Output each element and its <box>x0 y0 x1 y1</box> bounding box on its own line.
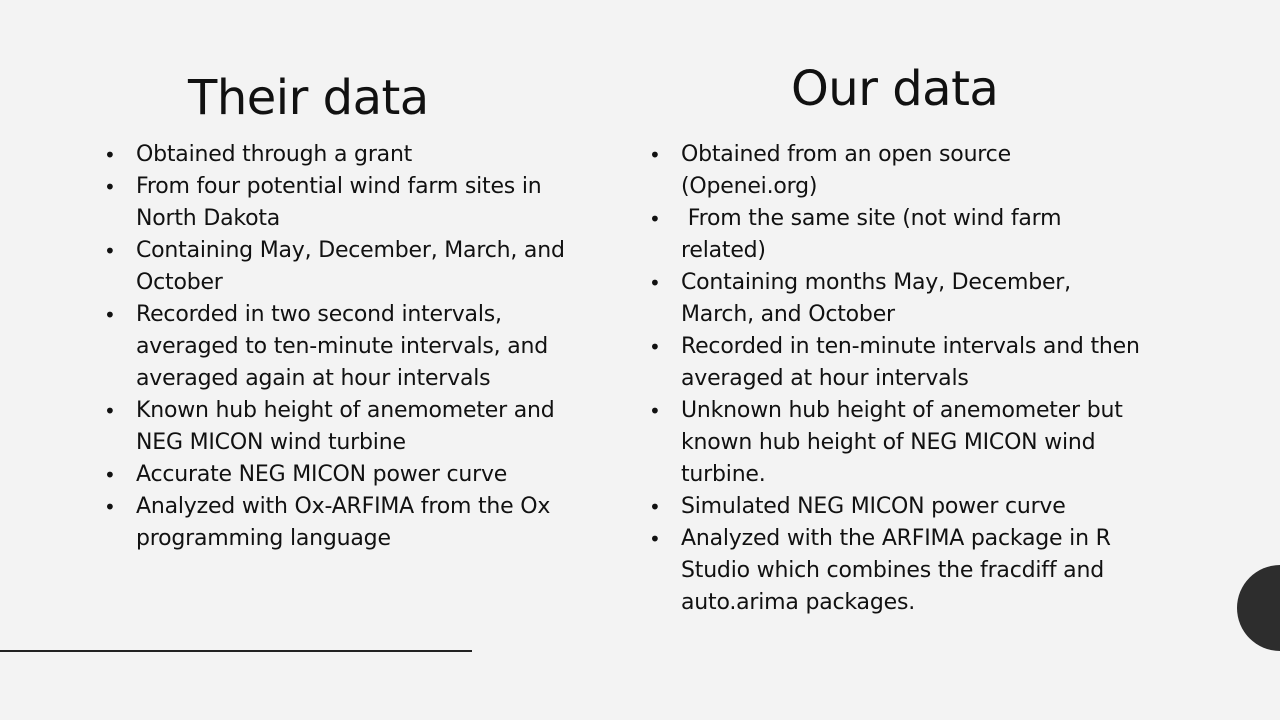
our-data-title: Our data <box>791 61 999 117</box>
list-item: • From the same site (not wind farm related) <box>649 203 1149 267</box>
bottom-divider-line <box>0 650 472 652</box>
list-item: • Accurate NEG MICON power curve <box>104 459 574 491</box>
list-item: • Recorded in two second intervals, averaged to ten-minute intervals, and averaged again at hour intervals <box>104 299 574 395</box>
their-data-title: Their data <box>188 70 429 126</box>
list-item: • Obtained from an open source (Openei.org) <box>649 139 1149 203</box>
decorative-circle <box>1237 565 1280 651</box>
list-item: • Recorded in ten-minute intervals and then averaged at hour intervals <box>649 331 1149 395</box>
list-item: • Simulated NEG MICON power curve <box>649 491 1149 523</box>
list-item: • Known hub height of anemometer and NEG MICON wind turbine <box>104 395 574 459</box>
list-item: • Analyzed with Ox-ARFIMA from the Ox programming language <box>104 491 574 555</box>
our-data-list <box>649 139 1149 619</box>
list-item: • From four potential wind farm sites in North Dakota <box>104 171 574 235</box>
list-item: • Containing May, December, March, and October <box>104 235 574 299</box>
their-data-list <box>104 139 574 555</box>
list-item: • Containing months May, December, March, and October <box>649 267 1149 331</box>
list-item: • Unknown hub height of anemometer but known hub height of NEG MICON wind turbine. <box>649 395 1149 491</box>
list-item: • Analyzed with the ARFIMA package in R Studio which combines the fracdiff and auto.arima packages. <box>649 523 1149 619</box>
list-item: • Obtained through a grant <box>104 139 574 171</box>
